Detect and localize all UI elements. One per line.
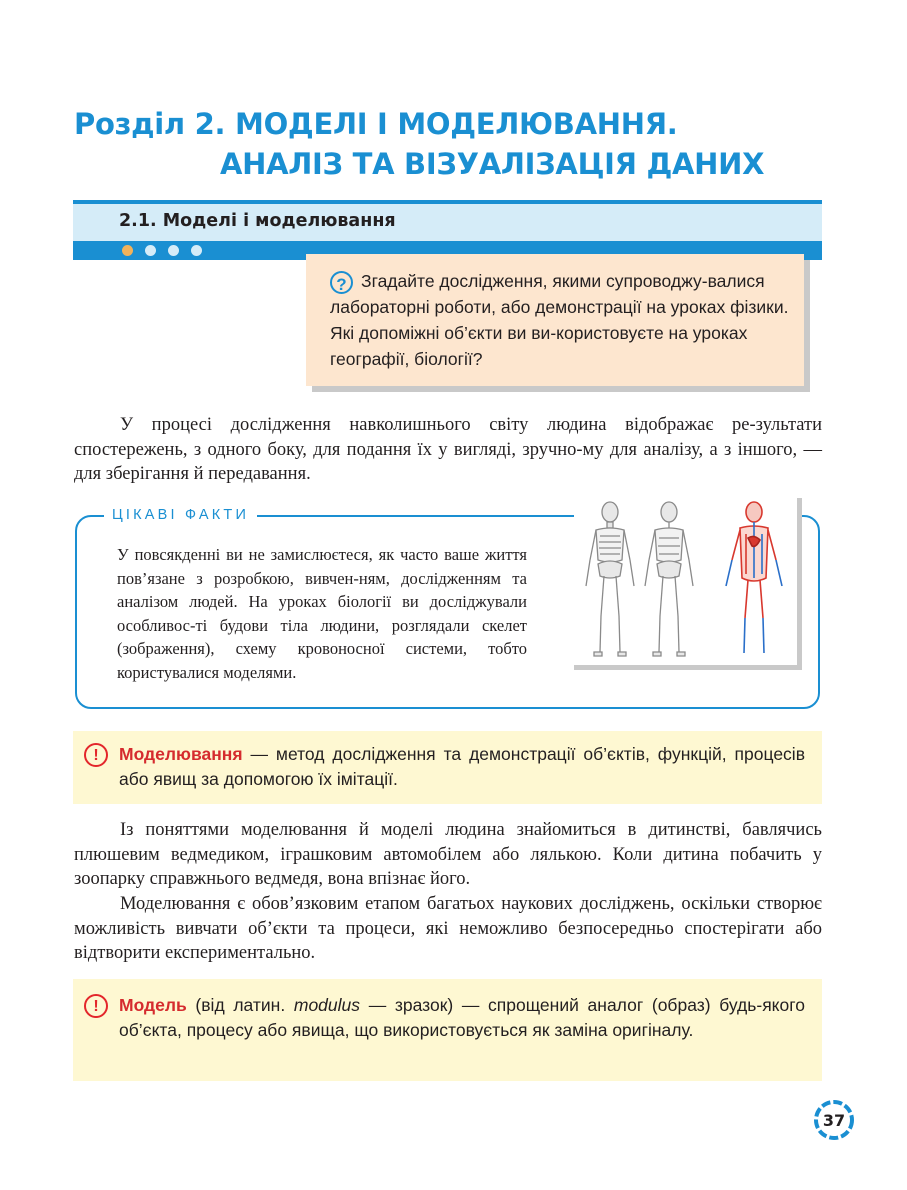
chapter-title-line1: Розділ 2. МОДЕЛІ І МОДЕЛЮВАННЯ.: [74, 107, 678, 141]
definition-model: [73, 979, 822, 1081]
progress-dot: [191, 245, 202, 256]
anatomy-figure: [574, 498, 802, 670]
skeleton-and-circulatory-illustration: [574, 498, 797, 665]
facts-label: ЦІКАВІ ФАКТИ: [104, 507, 257, 523]
question-box: [306, 254, 804, 386]
definition-term: Модель: [119, 995, 187, 1015]
chapter-title-line2: АНАЛІЗ ТА ВІЗУАЛІЗАЦІЯ ДАНИХ: [220, 147, 765, 181]
chapter-title: [74, 104, 764, 184]
progress-dot-active: [122, 245, 133, 256]
skeleton-back-icon: [645, 502, 693, 656]
intro-paragraph: У процесі дослідження навколишнього світу людина відображає ре-зультати спостережень, з одного боку, для подання їх у вигляді, зручно-му для аналізу, а з іншого, — для зберігання й передавання.: [74, 415, 822, 484]
section-title: 2.1. Моделі і моделювання: [119, 211, 396, 231]
definition-text-part1: (від латин.: [186, 995, 294, 1015]
body-paragraph: Із поняттями моделювання й моделі людина знайомиться в дитинстві, бавлячись плюшевим ведмедиком, іграшковим автомобілем або лялькою. Коли дитина побачить у зоопарку справжнього ведмедя, вона впізнає його.: [74, 820, 822, 889]
section-header: [73, 200, 822, 260]
definition-modeling: [73, 731, 822, 804]
definition-text-part2: — зразок) — спрощений аналог (образ) будь-якого об’єкта, процесу або явища, що використовується як заміна оригіналу.: [119, 995, 806, 1040]
progress-dot: [168, 245, 179, 256]
latin-word: modulus: [293, 995, 361, 1015]
circulatory-system-icon: [726, 502, 782, 653]
progress-dot: [145, 245, 156, 256]
skeleton-front-icon: [586, 502, 634, 656]
definition-term: Моделювання: [119, 744, 243, 764]
question-text: Згадайте дослідження, якими супроводжу-валися лабораторні роботи, або демонстрації на уроках фізики. Які допоміжні об’єкти ви ви-користовуєте на уроках географії, біології?: [330, 271, 789, 369]
page-number-ring-icon: [812, 1098, 856, 1142]
question-icon: ?: [330, 271, 353, 294]
exclamation-icon: !: [84, 743, 108, 767]
page-number-text: 37: [822, 1111, 846, 1130]
exclamation-icon: !: [84, 994, 108, 1018]
facts-text: У повсякденні ви не замислюєтеся, як часто ваше життя пов’язане з розробкою, вивчен-ням, дослідженням та аналізом людей. На уроках біології ви досліджували особливос-ті будови тіла людини, розглядали скелет (зображення), схему кровоносної системи, тобто користувалися моделями.: [117, 545, 527, 682]
definition-text: — метод дослідження та демонстрації об’єктів, функцій, процесів або явищ за допомогою їх імітації.: [119, 744, 805, 789]
page-number: [812, 1098, 856, 1142]
body-paragraph: Моделювання є обов’язковим етапом багатьох наукових досліджень, оскільки створює можливість вивчати об’єкти та процеси, які неможливо безпосередньо спостерігати або відтворити експериментально.: [74, 894, 822, 963]
